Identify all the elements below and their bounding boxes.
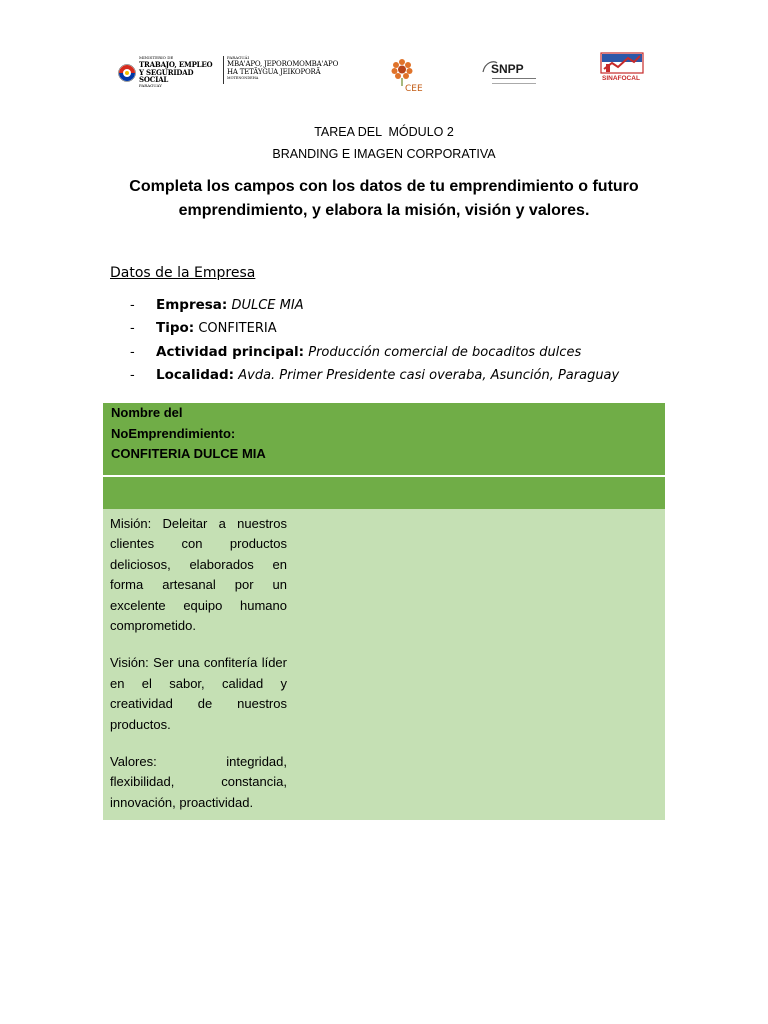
list-dash: - [130, 367, 135, 383]
actividad-label: Actividad principal: [156, 343, 305, 360]
name-line1: Nombre del [111, 405, 183, 420]
emprendimiento-table [103, 403, 665, 820]
mtess-line2b: Y SEGURIDAD SOCIAL [139, 68, 194, 84]
list-dash: - [130, 344, 135, 360]
list-dash: - [130, 298, 135, 313]
actividad-value: Producción comercial de bocaditos dulces [308, 344, 582, 360]
paraguai-logo [227, 56, 342, 88]
datos-heading: Datos de la Empresa [110, 265, 256, 281]
list-item [130, 364, 690, 387]
flower-icon [390, 58, 414, 86]
list-item [130, 341, 690, 364]
paraguai-line3: MOTENONDEHA [227, 76, 259, 80]
valores-text: Valores: integridad, flexibilidad, constancia, innovación, proactividad. [110, 754, 287, 810]
mtess-line1: MINISTERIO DE [139, 55, 174, 60]
sinafocal-text: SINAFOCAL [602, 75, 640, 82]
snpp-text: SNPP [491, 62, 524, 76]
tipo-label: Tipo: [156, 320, 195, 337]
mision-text: Misión: Deleitar a nuestros clientes con productos deliciosos, elaborados en forma artesanal por un excelente equipo humano comprometido. [110, 516, 287, 634]
sinafocal-logo [598, 52, 646, 88]
module-subtitle: BRANDING E IMAGEN CORPORATIVA [272, 147, 496, 161]
module-title: TAREA DEL MÓDULO 2 [314, 125, 454, 139]
paraguai-line2b: HA TETÃYGUA JEIKOPORÃ [227, 68, 321, 76]
list-item [130, 317, 690, 340]
table-body-row [103, 509, 665, 820]
company-data-list [130, 294, 690, 387]
snpp-subtitle-lines [492, 78, 536, 84]
mtess-logo [118, 56, 223, 90]
empresa-label: Empresa: [156, 297, 228, 313]
tipo-value: CONFITERIA [198, 321, 277, 337]
list-dash: - [130, 321, 135, 337]
body-column [110, 514, 287, 813]
logo-bar [0, 50, 768, 106]
chart-emblem-icon [600, 52, 644, 74]
empresa-value: DULCE MIA [231, 298, 304, 313]
vision-text: Visión: Ser una confitería líder en el sabor, calidad y creatividad de nuestros productos. [110, 655, 287, 732]
paraguay-seal-icon [118, 64, 136, 82]
intro-instructions: Completa los campos con los datos de tu emprendimiento o futuro emprendimiento, y elabora la misión, visión y valores. [129, 178, 639, 219]
table-header-row [103, 403, 665, 475]
snpp-logo [480, 58, 546, 86]
paraguai-line1: PARAGUÁI [227, 55, 250, 60]
name-line2: NoEmprendimiento: [111, 425, 236, 441]
list-item [130, 294, 690, 317]
table-empty-row [103, 477, 665, 509]
mtess-line2a: TRABAJO, EMPLEO [139, 60, 213, 69]
localidad-value: Avda. Primer Presidente casi overaba, Asunción, Paraguay [238, 367, 620, 383]
cee-logo [388, 56, 436, 106]
mtess-line3: PARAGUAY [139, 83, 162, 88]
logo-divider [223, 56, 224, 84]
paraguai-line2a: MBA'APO, JEPOROMOMBA'APO [227, 60, 339, 68]
name-line3: CONFITERIA DULCE MIA [111, 446, 266, 461]
localidad-label: Localidad: [156, 366, 235, 383]
cee-text: CEE [405, 84, 423, 94]
